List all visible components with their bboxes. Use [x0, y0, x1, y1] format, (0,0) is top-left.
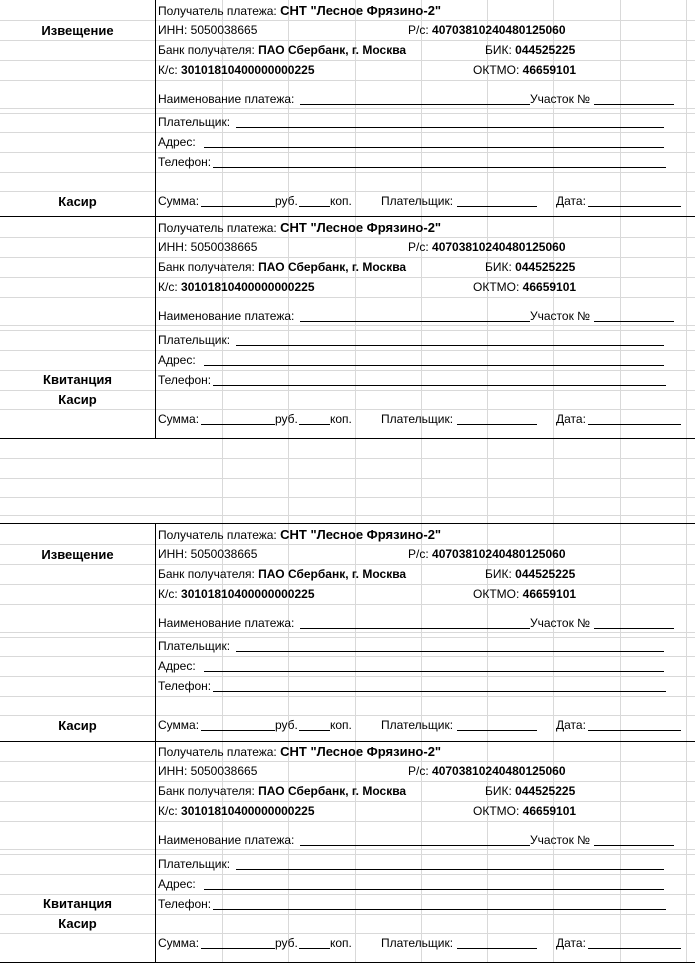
payer-field[interactable] [236, 345, 664, 346]
section-divider [0, 523, 695, 524]
section-divider [0, 741, 695, 742]
address-label: Адрес: [158, 877, 196, 891]
recipient-label: Получатель платежа: [158, 4, 277, 18]
payer-sign-label: Плательщик: [381, 194, 454, 208]
date-label: Дата: [556, 936, 586, 950]
payment-name-field[interactable] [300, 104, 530, 105]
bik-label: БИК: [485, 784, 512, 798]
sum-rub-field[interactable] [201, 948, 275, 949]
address-field[interactable] [204, 671, 664, 672]
date-label: Дата: [556, 194, 586, 208]
bank-value: ПАО Сбербанк, г. Москва [258, 567, 407, 581]
plot-field[interactable] [594, 321, 674, 322]
bik-label: БИК: [485, 260, 512, 274]
receipt-label: Квитанция [43, 896, 112, 911]
address-field[interactable] [204, 147, 664, 148]
plot-field[interactable] [594, 845, 674, 846]
grid-col-line [421, 0, 422, 963]
oktmo-value: 46659101 [522, 587, 577, 601]
phone-field[interactable] [213, 167, 666, 168]
phone-label: Телефон: [158, 155, 212, 169]
account-label: Р/с: [408, 764, 429, 778]
plot-field[interactable] [594, 104, 674, 105]
oktmo-label: ОКТМО: [473, 280, 520, 294]
sum-rub-field[interactable] [201, 424, 275, 425]
recipient-row [158, 527, 441, 543]
payer-sign-field[interactable] [457, 948, 537, 949]
phone-field[interactable] [213, 385, 666, 386]
bank-label: Банк получателя: [158, 567, 255, 581]
bik-value: 044525225 [515, 567, 576, 581]
rub-label: руб. [275, 936, 298, 950]
inn-label: ИНН: [158, 764, 188, 778]
payer-sign-label: Плательщик: [381, 718, 454, 732]
address-label: Адрес: [158, 353, 196, 367]
corr-value: 30101810400000000225 [181, 587, 315, 601]
sum-kop-field[interactable] [299, 948, 330, 949]
recipient-value: СНТ "Лесное Фрязино-2" [280, 527, 442, 542]
inn-label: ИНН: [158, 240, 188, 254]
date-label: Дата: [556, 412, 586, 426]
sum-label: Сумма: [158, 718, 200, 732]
bik-label: БИК: [485, 43, 512, 57]
date-field[interactable] [588, 948, 681, 949]
payer-field[interactable] [236, 127, 664, 128]
payment-name-field[interactable] [300, 628, 530, 629]
payer-sign-label: Плательщик: [381, 412, 454, 426]
corr-value: 30101810400000000225 [181, 280, 315, 294]
recipient-row [158, 220, 441, 236]
plot-label: Участок № [530, 833, 591, 847]
date-field[interactable] [588, 730, 681, 731]
recipient-label: Получатель платежа: [158, 528, 277, 542]
recipient-value: СНТ "Лесное Фрязино-2" [280, 3, 442, 18]
account-value: 40703810240480125060 [432, 23, 566, 37]
address-field[interactable] [204, 365, 664, 366]
recipient-row [158, 3, 441, 19]
payment-name-label: Наименование платежа: [158, 833, 295, 847]
inn-label: ИНН: [158, 547, 188, 561]
oktmo-label: ОКТМО: [473, 587, 520, 601]
payment-name-label: Наименование платежа: [158, 309, 295, 323]
stub-divider [155, 524, 156, 963]
plot-label: Участок № [530, 309, 591, 323]
cashier-label: Касир [58, 392, 97, 407]
recipient-row [158, 744, 441, 760]
oktmo-label: ОКТМО: [473, 63, 520, 77]
kop-label: коп. [330, 194, 352, 208]
account-label: Р/с: [408, 23, 429, 37]
payer-label: Плательщик: [158, 639, 231, 653]
recipient-label: Получатель платежа: [158, 745, 277, 759]
kop-label: коп. [330, 718, 352, 732]
cashier-label: Касир [58, 194, 97, 209]
phone-label: Телефон: [158, 373, 212, 387]
sum-rub-field[interactable] [201, 730, 275, 731]
payer-label: Плательщик: [158, 333, 231, 347]
rub-label: руб. [275, 194, 298, 208]
bank-value: ПАО Сбербанк, г. Москва [258, 260, 407, 274]
phone-label: Телефон: [158, 679, 212, 693]
kop-label: коп. [330, 936, 352, 950]
oktmo-value: 46659101 [522, 804, 577, 818]
account-value: 40703810240480125060 [432, 547, 566, 561]
sum-kop-field[interactable] [299, 730, 330, 731]
inn-value: 5050038665 [190, 547, 258, 561]
stub-divider [155, 0, 156, 438]
date-field[interactable] [588, 424, 681, 425]
bank-value: ПАО Сбербанк, г. Москва [258, 43, 407, 57]
recipient-value: СНТ "Лесное Фрязино-2" [280, 744, 442, 759]
section-divider [0, 216, 695, 217]
rub-label: руб. [275, 412, 298, 426]
cashier-label: Касир [58, 916, 97, 931]
recipient-label: Получатель платежа: [158, 221, 277, 235]
payment-name-field[interactable] [300, 321, 530, 322]
corr-value: 30101810400000000225 [181, 63, 315, 77]
payment-name-field[interactable] [300, 845, 530, 846]
bank-label: Банк получателя: [158, 784, 255, 798]
account-label: Р/с: [408, 547, 429, 561]
oktmo-value: 46659101 [522, 280, 577, 294]
payer-label: Плательщик: [158, 115, 231, 129]
inn-value: 5050038665 [190, 764, 258, 778]
corr-label: К/с: [158, 804, 178, 818]
rub-label: руб. [275, 718, 298, 732]
bank-label: Банк получателя: [158, 43, 255, 57]
date-label: Дата: [556, 718, 586, 732]
payer-label: Плательщик: [158, 857, 231, 871]
bik-label: БИК: [485, 567, 512, 581]
sum-label: Сумма: [158, 194, 200, 208]
corr-value: 30101810400000000225 [181, 804, 315, 818]
account-value: 40703810240480125060 [432, 240, 566, 254]
oktmo-value: 46659101 [522, 63, 577, 77]
sum-rub-field[interactable] [201, 206, 275, 207]
sum-kop-field[interactable] [299, 206, 330, 207]
bik-value: 044525225 [515, 43, 576, 57]
bik-value: 044525225 [515, 260, 576, 274]
grid-col-line [686, 0, 687, 963]
address-label: Адрес: [158, 135, 196, 149]
payer-sign-field[interactable] [457, 730, 537, 731]
corr-label: К/с: [158, 587, 178, 601]
plot-label: Участок № [530, 616, 591, 630]
corr-label: К/с: [158, 280, 178, 294]
address-field[interactable] [204, 889, 664, 890]
payer-sign-label: Плательщик: [381, 936, 454, 950]
kop-label: коп. [330, 412, 352, 426]
inn-value: 5050038665 [190, 240, 258, 254]
notice-label: Извещение [41, 547, 114, 562]
phone-label: Телефон: [158, 897, 212, 911]
bank-label: Банк получателя: [158, 260, 255, 274]
payment-name-label: Наименование платежа: [158, 92, 295, 106]
payer-sign-field[interactable] [457, 206, 537, 207]
inn-value: 5050038665 [190, 23, 258, 37]
payer-field[interactable] [236, 651, 664, 652]
oktmo-label: ОКТМО: [473, 804, 520, 818]
date-field[interactable] [588, 206, 681, 207]
inn-label: ИНН: [158, 23, 188, 37]
corr-label: К/с: [158, 63, 178, 77]
account-label: Р/с: [408, 240, 429, 254]
plot-field[interactable] [594, 628, 674, 629]
receipt-label: Квитанция [43, 372, 112, 387]
phone-field[interactable] [213, 691, 666, 692]
payer-field[interactable] [236, 869, 664, 870]
recipient-value: СНТ "Лесное Фрязино-2" [280, 220, 442, 235]
sum-label: Сумма: [158, 936, 200, 950]
section-divider [0, 438, 695, 439]
bank-value: ПАО Сбербанк, г. Москва [258, 784, 407, 798]
address-label: Адрес: [158, 659, 196, 673]
bik-value: 044525225 [515, 784, 576, 798]
payment-name-label: Наименование платежа: [158, 616, 295, 630]
grid-col-line [355, 0, 356, 963]
sum-label: Сумма: [158, 412, 200, 426]
grid-col-line [620, 0, 621, 963]
cashier-label: Касир [58, 718, 97, 733]
plot-label: Участок № [530, 92, 591, 106]
notice-label: Извещение [41, 23, 114, 38]
payer-sign-field[interactable] [457, 424, 537, 425]
phone-field[interactable] [213, 909, 666, 910]
sum-kop-field[interactable] [299, 424, 330, 425]
account-value: 40703810240480125060 [432, 764, 566, 778]
